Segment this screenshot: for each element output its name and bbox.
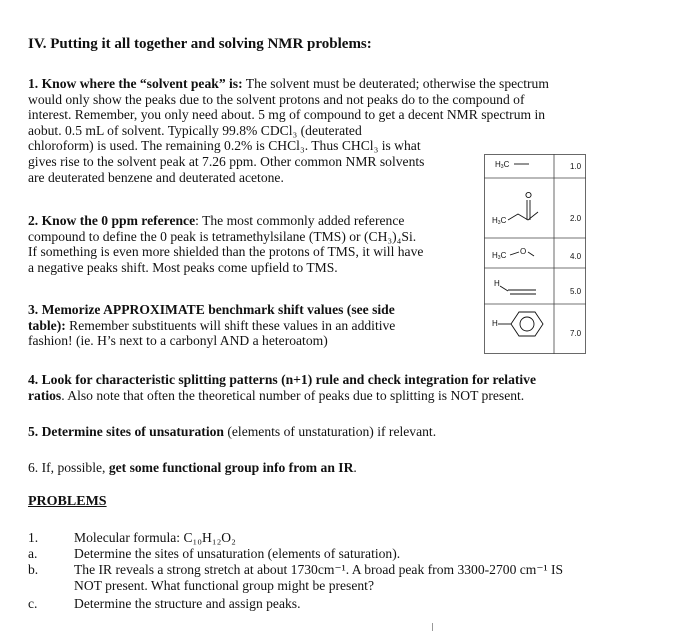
section-benchmark-shifts: 3. Memorize APPROXIMATE benchmark shift values (see side table): Remember substituents will shift these values in an additive fashion! (ie. H’s next to a carbonyl AND a heteroatom) bbox=[28, 302, 396, 349]
page-mark bbox=[432, 623, 433, 631]
section-splitting-patterns: 4. Look for characteristic splitting patterns (n+1) rule and check integration for relative ratios. Also note that often the theoretical number of peaks due to splitting is NOT present. bbox=[28, 372, 537, 403]
methoxy-bond bbox=[510, 252, 519, 255]
benzene-ring bbox=[511, 312, 543, 336]
shift-value: 4.0 bbox=[570, 252, 582, 261]
section-solvent-peak: 1. Know where the “solvent peak” is: The solvent must be deuterated; otherwise the spectrum would only show the peaks due to the solvent protons and not peaks do to the compound of interest. Remember, you only need about. 5 mg of compound to get a decent NMR spectrum in aobut. 0.5 mL of solvent. Typically 99.8% CDCl₃ (deuterated chloroform) is used. The remaining 0.2% is CHCl₃. Thus CHCl₃ is what gives rise to the solvent peak at 7.26 ppm. Other common NMR solvents are deuterated benzene and deuterated acetone. bbox=[28, 76, 549, 185]
problem-item: b. The IR reveals a strong stretch at about 1730cm⁻¹. A broad peak from 3300-2700 cm⁻¹ IS bbox=[28, 562, 564, 577]
section-title: 4. Look for characteristic splitting patterns (n+1) rule and check integration for relative bbox=[28, 372, 537, 387]
methoxy-bond bbox=[528, 252, 534, 256]
problem-item: a. Determine the sites of unsaturation (elements of saturation). bbox=[28, 546, 401, 561]
chem-label: H bbox=[494, 279, 500, 288]
section-zero-reference: 2. Know the 0 ppm reference: The most commonly added reference compound to define the 0 peak is tetramethylsilane (TMS) or (CH₃)₄Si. If something is even more shielded than the protons of TMS, it will have a negative peaks shift. Most peaks come upfield to TMS. bbox=[28, 213, 424, 275]
section-title: 2. Know the 0 ppm reference bbox=[28, 213, 196, 228]
problem-item: 1. Molecular formula: C₁₀H₁₂O₂ bbox=[28, 530, 236, 545]
problem-item: NOT present. What functional group might be present? bbox=[74, 578, 374, 593]
benzene-aromatic-circle bbox=[520, 317, 534, 331]
problems-heading: PROBLEMS bbox=[28, 494, 107, 509]
shift-value: 2.0 bbox=[570, 214, 582, 223]
section-title: 1. Know where the “solvent peak” is: bbox=[28, 76, 243, 91]
chem-label: H3C bbox=[492, 251, 507, 261]
section-title: get some functional group info from an IR bbox=[108, 460, 354, 475]
chem-label: H3C bbox=[495, 160, 510, 170]
oxygen-atom bbox=[526, 192, 531, 197]
chem-label: O bbox=[520, 247, 527, 256]
section-ir-info: 6. If, possible, get some functional group info from an IR. bbox=[28, 460, 357, 475]
shift-value: 5.0 bbox=[570, 287, 582, 296]
chem-label: H bbox=[492, 319, 498, 328]
section-title: 3. Memorize APPROXIMATE benchmark shift values (see side bbox=[28, 302, 395, 317]
section-title: 5. Determine sites of unsaturation bbox=[28, 424, 224, 439]
chem-label: H3C bbox=[492, 216, 507, 226]
vinyl-h-bond bbox=[500, 286, 508, 291]
acetyl-skeleton bbox=[508, 212, 538, 220]
shift-value: 7.0 bbox=[570, 329, 582, 338]
shift-table bbox=[484, 154, 586, 354]
shift-value: 1.0 bbox=[570, 162, 582, 171]
problem-item: c. Determine the structure and assign peaks. bbox=[28, 596, 301, 611]
section-unsaturation: 5. Determine sites of unsaturation (elements of unstaturation) if relevant. bbox=[28, 424, 437, 439]
page-heading: IV. Putting it all together and solving NMR problems: bbox=[28, 36, 372, 52]
